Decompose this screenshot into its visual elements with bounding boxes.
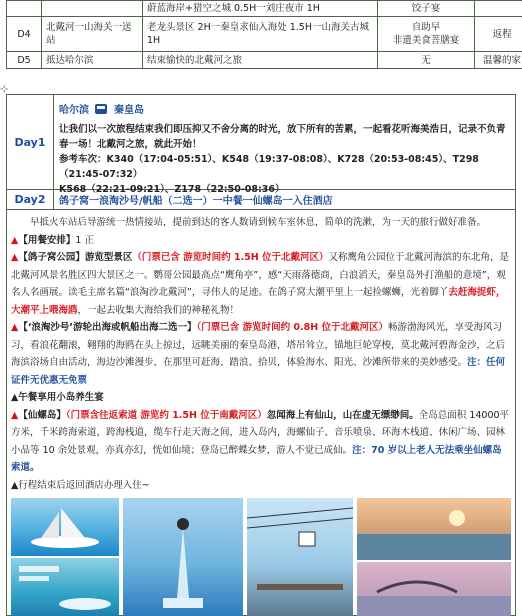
desc-cell: 结束愉快的北戴河之旅 <box>143 52 378 69</box>
meal-cell: 自助早 非遗美食菩膳宴 <box>378 17 475 52</box>
xianluo-ticket: （门票含往返索道 游览约 1.5H 位于南戴河区） <box>65 409 267 421</box>
trains-label: 参考车次： <box>59 154 107 165</box>
gezi-desc-end: ，一起去收集大海给我们的神秘礼物！ <box>77 304 240 316</box>
hotel-cell: 温馨的家 <box>475 52 522 69</box>
jetski-photo <box>11 558 119 616</box>
triangle-bullet-icon: ▲ <box>11 322 19 333</box>
cruise-desc: 畅游渤海风光，享受海风习习，看浪花翻滚，翱翔的海鸥在头上掠过，远眺美丽的秦皇岛港，塔吊耸立，锚地巨轮穿梭，莫北戴河碧海金沙，之后海滨浴场自由活动，海边沙滩漫步，在那里可赶海、踏浪、拾贝，体验海水、阳光、沙滩所带来的美妙感受。 <box>11 322 506 368</box>
train-icon <box>95 104 107 114</box>
gezi-highlight: 去赶海捉虾，大潮平上喂海鸥 <box>11 287 506 316</box>
route-from: 哈尔滨 <box>59 105 89 116</box>
cruise-ticket: （门票已含 游览时间约 0.8H 位于北戴河区） <box>196 322 388 333</box>
yacht-photo <box>11 498 119 556</box>
trains-list-1: K340（17:04-05:51）、K548（19:37-08:08）、K728（20:53-08:45）、T298（21:45-07:32） <box>59 154 479 180</box>
pier-photo <box>357 562 511 616</box>
route-cell <box>42 1 143 17</box>
cruise-note: 注：任何证件无优惠无免票 <box>11 357 506 386</box>
schedule-row <box>7 52 522 69</box>
desc-cell: 老龙头景区 2H一秦皇求仙入海处 1.5H一山海关古城 1H <box>143 17 378 52</box>
gezi-type: 游览型景区 <box>84 252 133 263</box>
day-cell <box>7 1 42 17</box>
meal-paragraph <box>11 232 511 250</box>
itinerary-frame <box>6 94 516 616</box>
cruise-title: 【‘浪淘沙号’游轮出海或帆船出海二选一】 <box>18 322 197 333</box>
gezi-title: 【鸽子窝公园】 <box>18 252 85 263</box>
xianluo-title: 【仙螺岛】 <box>18 409 66 421</box>
xianluo-poem: 忽闻海上有仙山，山在虚无缥缈间。 <box>266 409 419 421</box>
schedule-row <box>7 17 522 52</box>
meal-label: 【用餐安排】 <box>18 234 76 246</box>
sunset-beach-photo <box>357 498 511 560</box>
gezi-paragraph <box>11 249 511 319</box>
route-cell: 抵达哈尔滨 <box>42 52 143 69</box>
day-cell: D5 <box>7 52 42 69</box>
table-move-handle-icon[interactable]: ⊹ <box>0 84 9 95</box>
schedule-row <box>7 1 522 17</box>
day1-label: Day1 <box>7 95 54 189</box>
gezi-ticket: （门票已含 游览时间约 1.5H 位于北戴河区） <box>132 252 329 263</box>
hotel-cell <box>475 1 522 17</box>
xianluo-paragraph <box>11 407 511 477</box>
day1-trains <box>59 152 509 182</box>
cruise-paragraph <box>11 319 511 389</box>
intro-text: 早抵火车站后导游统一热情接站，提前到达的客人数请到候车室休息，简单的洗漱，为一天的旅行做好准备。 <box>30 217 487 228</box>
day1-row <box>7 95 515 195</box>
route-to: 秦皇岛 <box>113 105 144 116</box>
meal-value: 1 正 <box>75 234 94 246</box>
xianluo-note: 注：70 岁以上老人无法乘坐仙螺岛索道。 <box>11 444 502 473</box>
desc-cell: 蔚蓝海岸+猎空之城 0.5H一刘庄夜市 1H <box>143 1 378 17</box>
day2-row <box>7 189 515 210</box>
triangle-bullet-icon: ▲ <box>11 252 19 263</box>
schedule-table <box>6 0 522 69</box>
xianluo-desc: 全岛总面积 14000平方米，千米跨海索道，跨海栈道，缆车行走天海之间，进入岛内，海螺仙子、音乐喷泉、环海木栈道、休闲广场、园林小品等 10 余处景观，亦真亦幻，恍如仙境；登岛已醉蝶女梦，游人不觉已成仙。 <box>11 409 510 456</box>
day2-label: Day2 <box>7 189 54 209</box>
day1-route <box>59 103 509 118</box>
route-cell: 北戴河一山海关一送站 <box>42 17 143 52</box>
day2-content <box>11 214 511 494</box>
cable-car-photo <box>247 498 353 616</box>
trains-list-2: K568（22:21-09:21）、Z178（22:50-08:36） <box>59 184 285 195</box>
gezi-desc: 又称鹰角公园位于北戴河海滨的东北角，是北戴河风景名胜区四大景区之一。鹦哥公园最高点“鹰角亭”，感“天雨落德商，白浪滔天，秦皇岛外打渔船的意境”，观名人名画展。读毛主席名篇“浪淘沙北戴河”，寻伟人的足迹。在鸽子窝大潮平里上一起捡螺蛳，光着脚丫 <box>11 252 510 298</box>
triangle-bullet-icon: ▲ <box>11 234 19 246</box>
hotel-cell: 返程 <box>475 17 522 52</box>
end-paragraph: ▲行程结束后返回酒店办理入住~ <box>11 479 150 491</box>
lunch-paragraph: ▲午餐享用小岛养生宴 <box>11 392 104 403</box>
meal-cell: 无 <box>378 52 475 69</box>
flyboard-photo <box>123 498 243 616</box>
intro-paragraph <box>11 214 511 232</box>
day2-title: 鸽子窝一浪淘沙号/帆船（二选一）一中餐一仙螺岛一入住酒店 <box>59 196 333 207</box>
photo-collage <box>11 498 511 616</box>
triangle-bullet-icon: ▲ <box>11 409 19 421</box>
day1-intro: 让我们以一次旅程结束我们即压抑又不舍分离的时光，放下所有的苦累，一起看花听海美浩日，记录不负青春一场！北戴河之旅，就此开始！ <box>59 124 506 150</box>
day-cell: D4 <box>7 17 42 52</box>
day1-body <box>59 103 509 197</box>
meal-cell: 饺子宴 <box>378 1 475 17</box>
